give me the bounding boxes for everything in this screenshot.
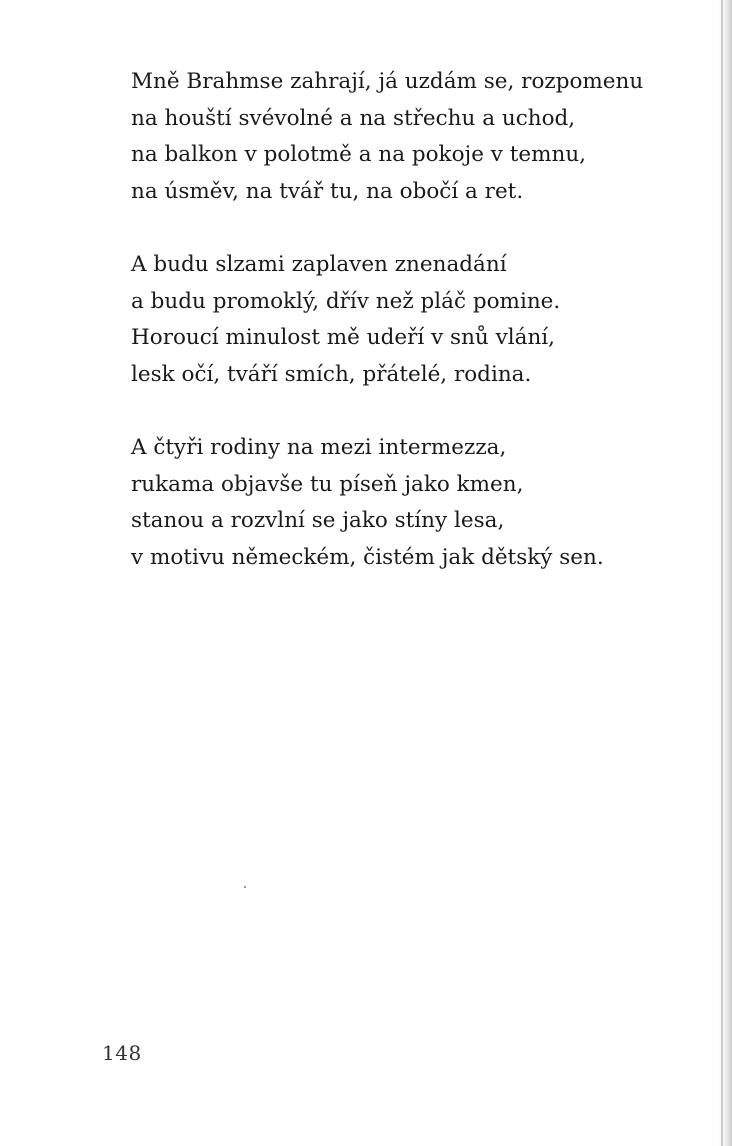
poem-line: Horoucí minulost mě udeří v snů vlání,	[131, 325, 556, 350]
poem-line: stanou a rozvlní se jako stíny lesa,	[131, 508, 505, 533]
poem	[131, 64, 691, 613]
poem-line: v motivu německém, čistém jak dětský sen.	[131, 544, 604, 570]
poem-line: A budu slzami zaplaven znenadání	[131, 252, 507, 277]
page-number: 148	[102, 1041, 142, 1065]
poem-line: lesk očí, tváří smích, přátelé, rodina.	[131, 361, 532, 387]
poem-line: na houští svévolné a na střechu a uchod,	[131, 105, 576, 131]
poem-line: na balkon v polotmě a na pokoje v temnu,	[131, 142, 587, 167]
poem-line: rukama objavše tu píseň jako kmen,	[131, 471, 524, 497]
print-speck	[244, 886, 246, 888]
stanza-2	[131, 247, 691, 393]
stanza-3	[131, 430, 691, 576]
poem-line: a budu promoklý, dřív než pláč pomine.	[131, 288, 561, 314]
poem-line: A čtyři rodiny na mezi intermezza,	[131, 435, 507, 460]
page-edge-line	[721, 0, 723, 1146]
stanza-1	[131, 64, 691, 210]
poem-line: na úsměv, na tvář tu, na obočí a ret.	[131, 178, 524, 204]
poem-line: Mně Brahmse zahrají, já uzdám se, rozpomenu	[131, 69, 644, 94]
